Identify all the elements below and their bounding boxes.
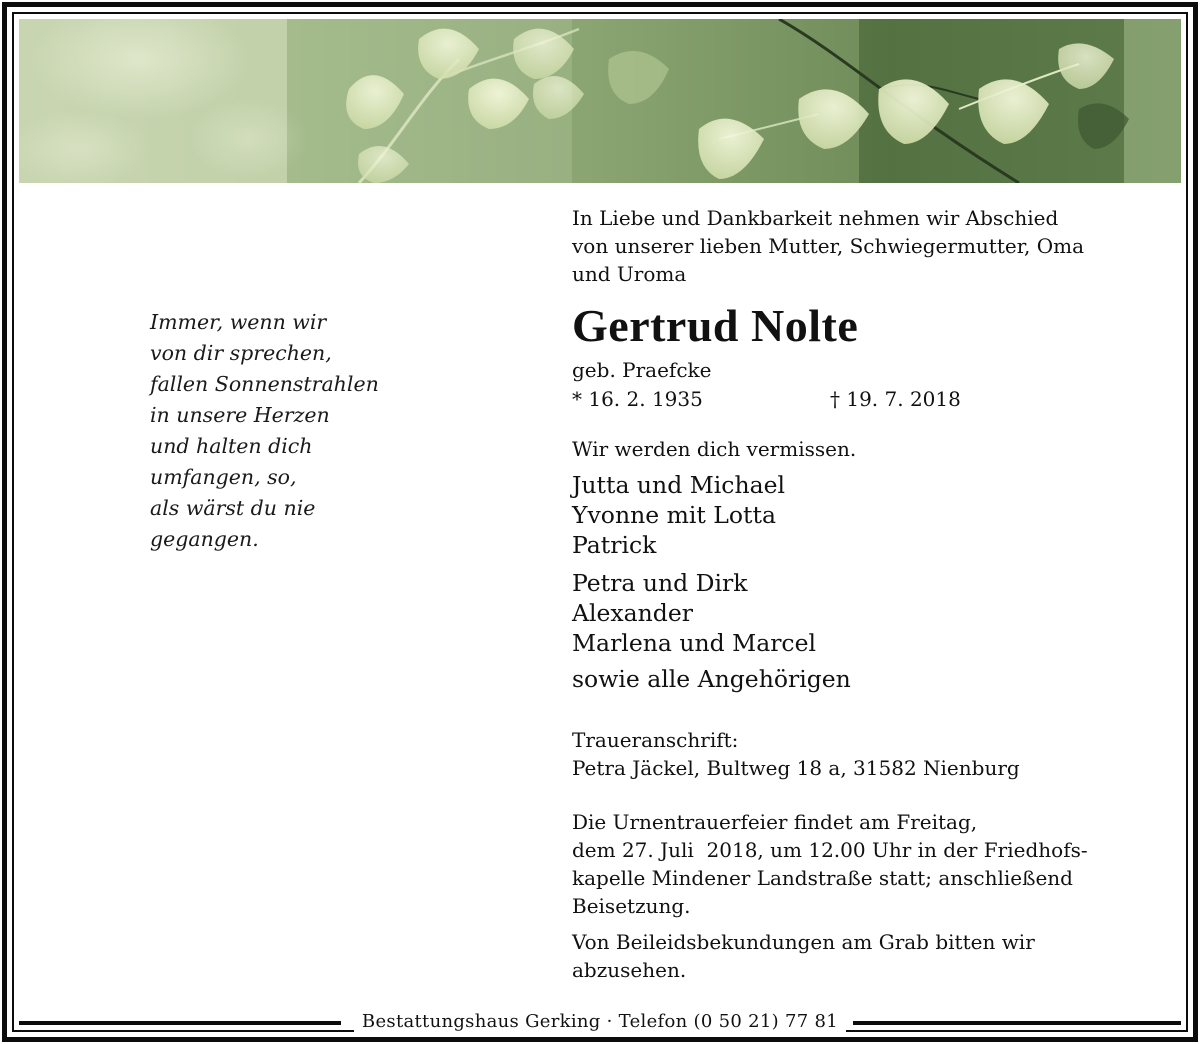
notice-line: abzusehen. — [572, 958, 687, 982]
poem-line: und halten dich — [150, 434, 313, 458]
footer-text: Bestattungshaus Gerking · Telefon (0 50 21) 77 81 — [354, 1011, 846, 1032]
mourner-group — [572, 664, 1172, 694]
service-line: dem 27. Juli 2018, um 12.00 Uhr in der Friedhofs- — [572, 838, 1088, 862]
intro-line: In Liebe und Dankbarkeit nehmen wir Abschied — [572, 206, 1059, 230]
condolence-notice — [572, 928, 1172, 984]
green-ginkgo-leaves-banner — [19, 19, 1181, 183]
mourning-address — [572, 726, 1172, 782]
death-date: † 19. 7. 2018 — [830, 387, 961, 411]
service-line: Die Urnentrauerfeier findet am Freitag, — [572, 810, 978, 834]
address-label: Traueranschrift: — [572, 728, 739, 752]
intro-text — [572, 204, 1172, 288]
mourner: Patrick — [572, 531, 657, 559]
main-column — [572, 204, 1172, 984]
service-line: kapelle Mindener Landstraße statt; anschließend — [572, 866, 1073, 890]
mourner-group — [572, 568, 1172, 658]
service-line: Beisetzung. — [572, 894, 691, 918]
mourners-list — [572, 470, 1172, 694]
poem-line: als wärst du nie — [150, 496, 316, 520]
poem — [150, 307, 379, 555]
funeral-home-footer — [0, 1008, 1200, 1036]
poem-line: in unsere Herzen — [150, 403, 330, 427]
funeral-service-info — [572, 808, 1172, 920]
intro-line: und Uroma — [572, 262, 687, 286]
mourner: Yvonne mit Lotta — [572, 501, 776, 529]
life-dates — [572, 384, 1172, 414]
address-value: Petra Jäckel, Bultweg 18 a, 31582 Nienburg — [572, 756, 1020, 780]
poem-line: von dir sprechen, — [150, 341, 332, 365]
mourner: Jutta und Michael — [572, 471, 786, 499]
mourner-group — [572, 470, 1172, 560]
poem-line: fallen Sonnenstrahlen — [150, 372, 379, 396]
intro-line: von unserer lieben Mutter, Schwiegermutter, Oma — [572, 234, 1085, 258]
mourner: Marlena und Marcel — [572, 629, 817, 657]
poem-line: gegangen. — [150, 527, 259, 551]
notice-line: Von Beileidsbekundungen am Grab bitten wir — [572, 930, 1035, 954]
mourner: Alexander — [572, 599, 693, 627]
leaf-illustration — [19, 19, 1181, 183]
mourner: Petra und Dirk — [572, 569, 748, 597]
poem-line: Immer, wenn wir — [150, 310, 327, 334]
birth-date: * 16. 2. 1935 — [572, 387, 703, 411]
deceased-name: Gertrud Nolte — [572, 300, 859, 351]
mourners-intro: Wir werden dich vermissen. — [572, 437, 857, 461]
birth-name: geb. Praefcke — [572, 358, 712, 382]
mourner: sowie alle Angehörigen — [572, 665, 851, 693]
poem-line: umfangen, so, — [150, 465, 297, 489]
